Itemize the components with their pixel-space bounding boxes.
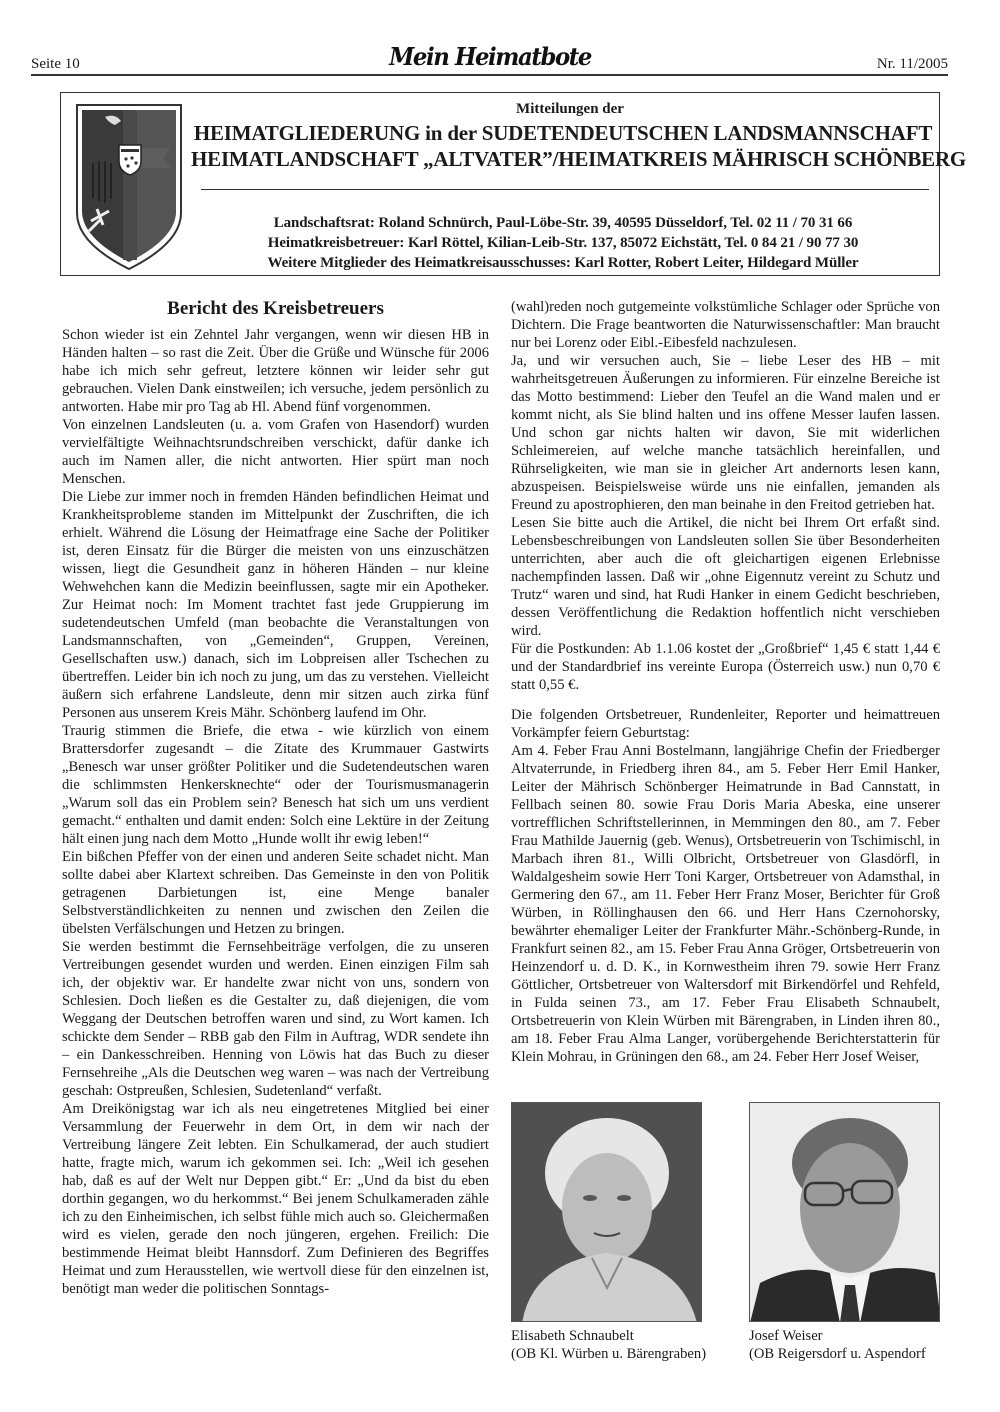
article-paragraph: Lesen Sie bitte auch die Artikel, die nicht bei Ihrem Ort erfaßt sind. Lebensbeschreibungen von Landsleuten sollen Sie über Besonderheiten unterrichten, aber auch die oft gleichartigen eigenen Erlebnisse nachempfinden lassen. Daß wir „ohne Eigennutz vereint zu Schutz und Trutz“ waren und sind, hat Rudi Hanker in einem Gedicht beschrieben, dessen Veröffentlichung die Redaktion hoffentlich nicht verschieben wird.	[511, 515, 940, 639]
masthead-logo: Mein Heimatbote	[388, 42, 591, 71]
article-paragraph: Am Dreikönigstag war ich als neu eingetretenes Mitglied bei einer Versammlung der Feuerwehr in dem Ort, in dem wir nach der Vertreibung längere Zeit lebten. Ein Schulkamerad, der auch studiert hatte, fragte mich, warum ich gekommen sei. Ich: „Weil ich gesehen hab, daß es auf der Welt nur Deppen gibt.“ Er: „Und da bist du eben dorthin gegangen, wo du herkommst.“ Bei jenem Schulkameraden zähle ich zu den Einheimischen, ich selbst fühle mich auch so. Gleichermaßen wird es vielen, gerade den noch jüngeren, ergehen. Freilich: Die bestimmende Heimat bleibt Hannsdorf. Zum Definieren des Begriffes Heimat und zum Herausstellen, wie wertvoll diese für den einzelnen ist, benötigt man weder die politischen Sonntags-	[62, 1101, 489, 1297]
caption-name: Elisabeth Schnaubelt	[511, 1328, 634, 1344]
article-paragraph: Für die Postkunden: Ab 1.1.06 kostet der „Großbrief“ 1,45 € statt 1,44 € und der Standardbrief ins vereinte Europa (Österreich usw.) nun 0,70 € statt 0,55 €.	[511, 641, 940, 693]
issue-number: Nr. 11/2005	[876, 56, 948, 72]
article-paragraph: Schon wieder ist ein Zehntel Jahr vergangen, wenn wir diesen HB in Händen halten – so rast die Zeit. Über die Grüße und Wünsche für 2006 habe ich mich sehr gefreut, letztere können wir leider sehr gut gebrauchen. Vielen Dank einstweilen; ich versuche, jedem persönlich zu antworten. Habe mir pro Tag ab Hl. Abend fünf vorgenommen.	[62, 327, 489, 415]
portrait-woman-icon	[512, 1103, 702, 1322]
article-paragraph: (wahl)reden noch gutgemeinte volkstümliche Schlager oder Sprüche von Dichtern. Die Frage beantworten die Naturwissenschaftler: Man braucht nur bei Lorenz oder Eibl.-Eibesfeld nachzulesen.	[511, 299, 940, 351]
article-paragraph: Die Liebe zur immer noch in fremden Händen befindlichen Heimat und Krankheitsprobleme standen im Mittelpunkt der Zuschriften, die ich erhielt. Während die Lösung der Heimatfrage eine Sache der Politiker ist, deren Einsatz für die Bürger die meisten von uns einzuschätzen wissen, liegt die Gesundheit ganz in höheren Händen – nur kleine Wehwehchen kann die Medizin beeinflussen, sagte mir ein Apotheker. Zur Heimat noch: Im Moment trachtet fast jede Gruppierung im sudetendeutschen Umfeld (man beobachte die Veranstaltungen von Landsmannschaften, von „Gemeinden“, Gruppen, Vereinen, Gesellschaften usw.) danach, sich im Lobpreisen aller Tschechen zu übertreffen. Leider bin ich noch zu jung, um das zu verstehen. Vielleicht äußern sich erfahrene Landsleute, denn mir sitzen auch zirka fünf Personen aus unserem Kreis Mähr. Schönberg laufend im Ohr.	[62, 489, 489, 721]
page-header	[31, 42, 948, 76]
article-paragraph: Ein bißchen Pfeffer von der einen und anderen Seite schadet nicht. Man sollte dabei aber Klartext schreiben. Das Gemeinste in den von Politik getragenen Darbietungen ist, eine Menge banaler Selbstverständlichkeiten zu nennen und zwischen den Zeilen die übelsten Verfälschungen und Hetzen zu bringen.	[62, 849, 489, 937]
box-subtitle: Mitteilungen der	[516, 101, 624, 117]
contact-landschaftsrat: Landschaftsrat: Roland Schnürch, Paul-Löbe-Str. 39, 40595 Düsseldorf, Tel. 02 11 / 70 31 66	[273, 215, 853, 231]
coat-of-arms-icon	[75, 103, 183, 271]
article-column-right	[511, 298, 940, 1066]
article-title: Bericht des Kreisbetreuers	[167, 298, 384, 319]
box-title-line1: HEIMATGLIEDERUNG in der SUDETENDEUTSCHEN LANDSMANNSCHAFT	[193, 121, 933, 145]
article-paragraph: Traurig stimmen die Briefe, die etwa - wie kürzlich von einem Brattersdorfer zugesandt – die Zitate des Krummauer Gastwirts „Benesch war unser größter Politiker und die Sudetendeutschen waren die schlimmsten Henkersknechte“ oder der Tourismusmanagerin „Warum soll das ein Problem sein? Benesch hat sich um uns verdient gemacht.“ enthalten und damit enden: Solch eine Lektüre in der Zeitung hält einen jung nach dem Motto „Hunde wollt ihr ewig leben!“	[62, 723, 489, 847]
organization-info-box	[60, 92, 967, 276]
box-title-line2: HEIMATLANDSCHAFT „ALTVATER”/HEIMATKREIS MÄHRISCH SCHÖNBERG	[191, 147, 967, 171]
article-column-left	[62, 298, 489, 1298]
page-number: Seite 10	[31, 56, 80, 72]
article-paragraph: Von einzelnen Landsleuten (u. a. vom Grafen von Hasendorf) wurden vervielfältigte Weihnachtsrundschreiben verschickt, dafür danke ich auch im Namen aller, die nicht antworten. Hier spürt man noch Menschen.	[62, 417, 489, 487]
photo-caption-left	[511, 1327, 706, 1363]
article-paragraph: Ja, und wir versuchen auch, Sie – liebe Leser des HB – mit wahrheitsgetreuen Äußerungen zu informieren. Für einzelne Bereiche ist das Motto bestimmend: Lieber den Teufel an die Wand malen und er kommt nicht, als Sie blind halten und ins offene Messer laufen lassen. Und schon gar nichts halten wir davon, Sie mit widerlichen Schleimereien, auf welche manche tatsächlich hereinfallen, und Rührseligkeiten, wie man sie in gleicher Art andernorts lesen kann, abzuspeisen. Beispielsweise würde uns nie einfallen, jemanden als Freund zu apostrophieren, den man beinahe in den Freitod getrieben hat.	[511, 353, 940, 513]
caption-name: Josef Weiser	[749, 1328, 823, 1344]
photo-caption-right	[749, 1327, 926, 1363]
header-divider	[31, 74, 948, 76]
article-paragraph: Sie werden bestimmt die Fernsehbeiträge verfolgen, die zu unseren Vertreibungen gesendet wurden und werden. Einen einzigen Film sah ich, der objektiv war. Er handelte zwar nicht von uns, sondern von Schlesien. Doch ließen es die Gestalter zu, daß diejenigen, die vom Weggang der Deutschen betroffen waren und sind, zu Wort kamen. Ich schickte dem Sender – RBB gab den Film in Auftrag, WDR sendete ihn – ein Dankesschreiben. Henning von Löwis hat das Buch zu dieser Fernsehreihe „Als die Deutschen weg waren – was nach der Vertreibung geschah: Ostpreußen, Schlesien, Sudetenland“ verfaßt.	[62, 939, 489, 1099]
portrait-photo-josef-weiser	[749, 1102, 940, 1322]
birthday-list: Am 4. Feber Frau Anni Bostelmann, langjährige Chefin der Friedberger Altvaterrunde, in Friedberg ihren 84., am 5. Feber Herr Emil Hanker, Leiter der Mährisch Schönberger Heimatrunde in Bad Cannstatt, in Fellbach seinen 80. sowie Frau Doris Maria Abeska, eine unserer vortrefflichen Schriftstellerinnen, in Memmingen den 80., am 7. Feber Frau Mathilde Jauernig (geb. Wenus), Ortsbetreuerin von Tschimischl, in Marbach ihren 81., Willi Olbricht, Ortsbetreuer von Glasdörfl, in Waldalgesheim sowie Herr Toni Karger, Ortsbetreuer von Adamsthal, in Germering den 67., am 11. Feber Herr Franz Moser, Berichter für Groß Würben, in Röllinghausen den 66. und Herr Hans Czernohorsky, bewährter ehemaliger Leiter der Frankfurter Mähr.-Schönberg-Runde, in Frankfurt seinen 82., am 15. Feber Frau Anna Gröger, Ortsbetreuerin von Heinzendorf u. d. D. K., in Kornwestheim ihren 79. sowie Herr Franz Göttlicher, Ortsbetreuer von Waltersdorf mit Birkendörfel und Rehfeld, in Fulda seinen 73., am 17. Feber Frau Elisabeth Schnaubelt, Ortsbetreuerin von Klein Würben mit Bärengraben, in Linden ihren 80., am 18. Feber Frau Alma Langer, vorübergehende Berichterstatterin für Klein Mohrau, in Grüningen den 68., am 24. Feber Herr Josef Weiser,	[511, 743, 940, 1065]
contact-heimatkreisbetreuer: Heimatkreisbetreuer: Karl Röttel, Kilian-Leib-Str. 137, 85072 Eichstätt, Tel. 0 84 21 / 90 77 30	[267, 235, 859, 251]
birthday-intro: Die folgenden Ortsbetreuer, Rundenleiter, Reporter und heimattreuen Vorkämpfer feiern Geburtstag:	[511, 707, 940, 741]
caption-role: (OB Reigersdorf u. Aspendorf	[749, 1346, 926, 1362]
contact-committee-members: Weitere Mitglieder des Heimatkreisausschusses: Karl Rotter, Robert Leiter, Hildegard Müller	[267, 255, 859, 271]
caption-role: (OB Kl. Würben u. Bärengraben)	[511, 1346, 707, 1362]
portrait-photo-elisabeth-schnaubelt	[511, 1102, 702, 1322]
portrait-man-icon	[750, 1103, 940, 1322]
box-divider	[201, 189, 929, 190]
